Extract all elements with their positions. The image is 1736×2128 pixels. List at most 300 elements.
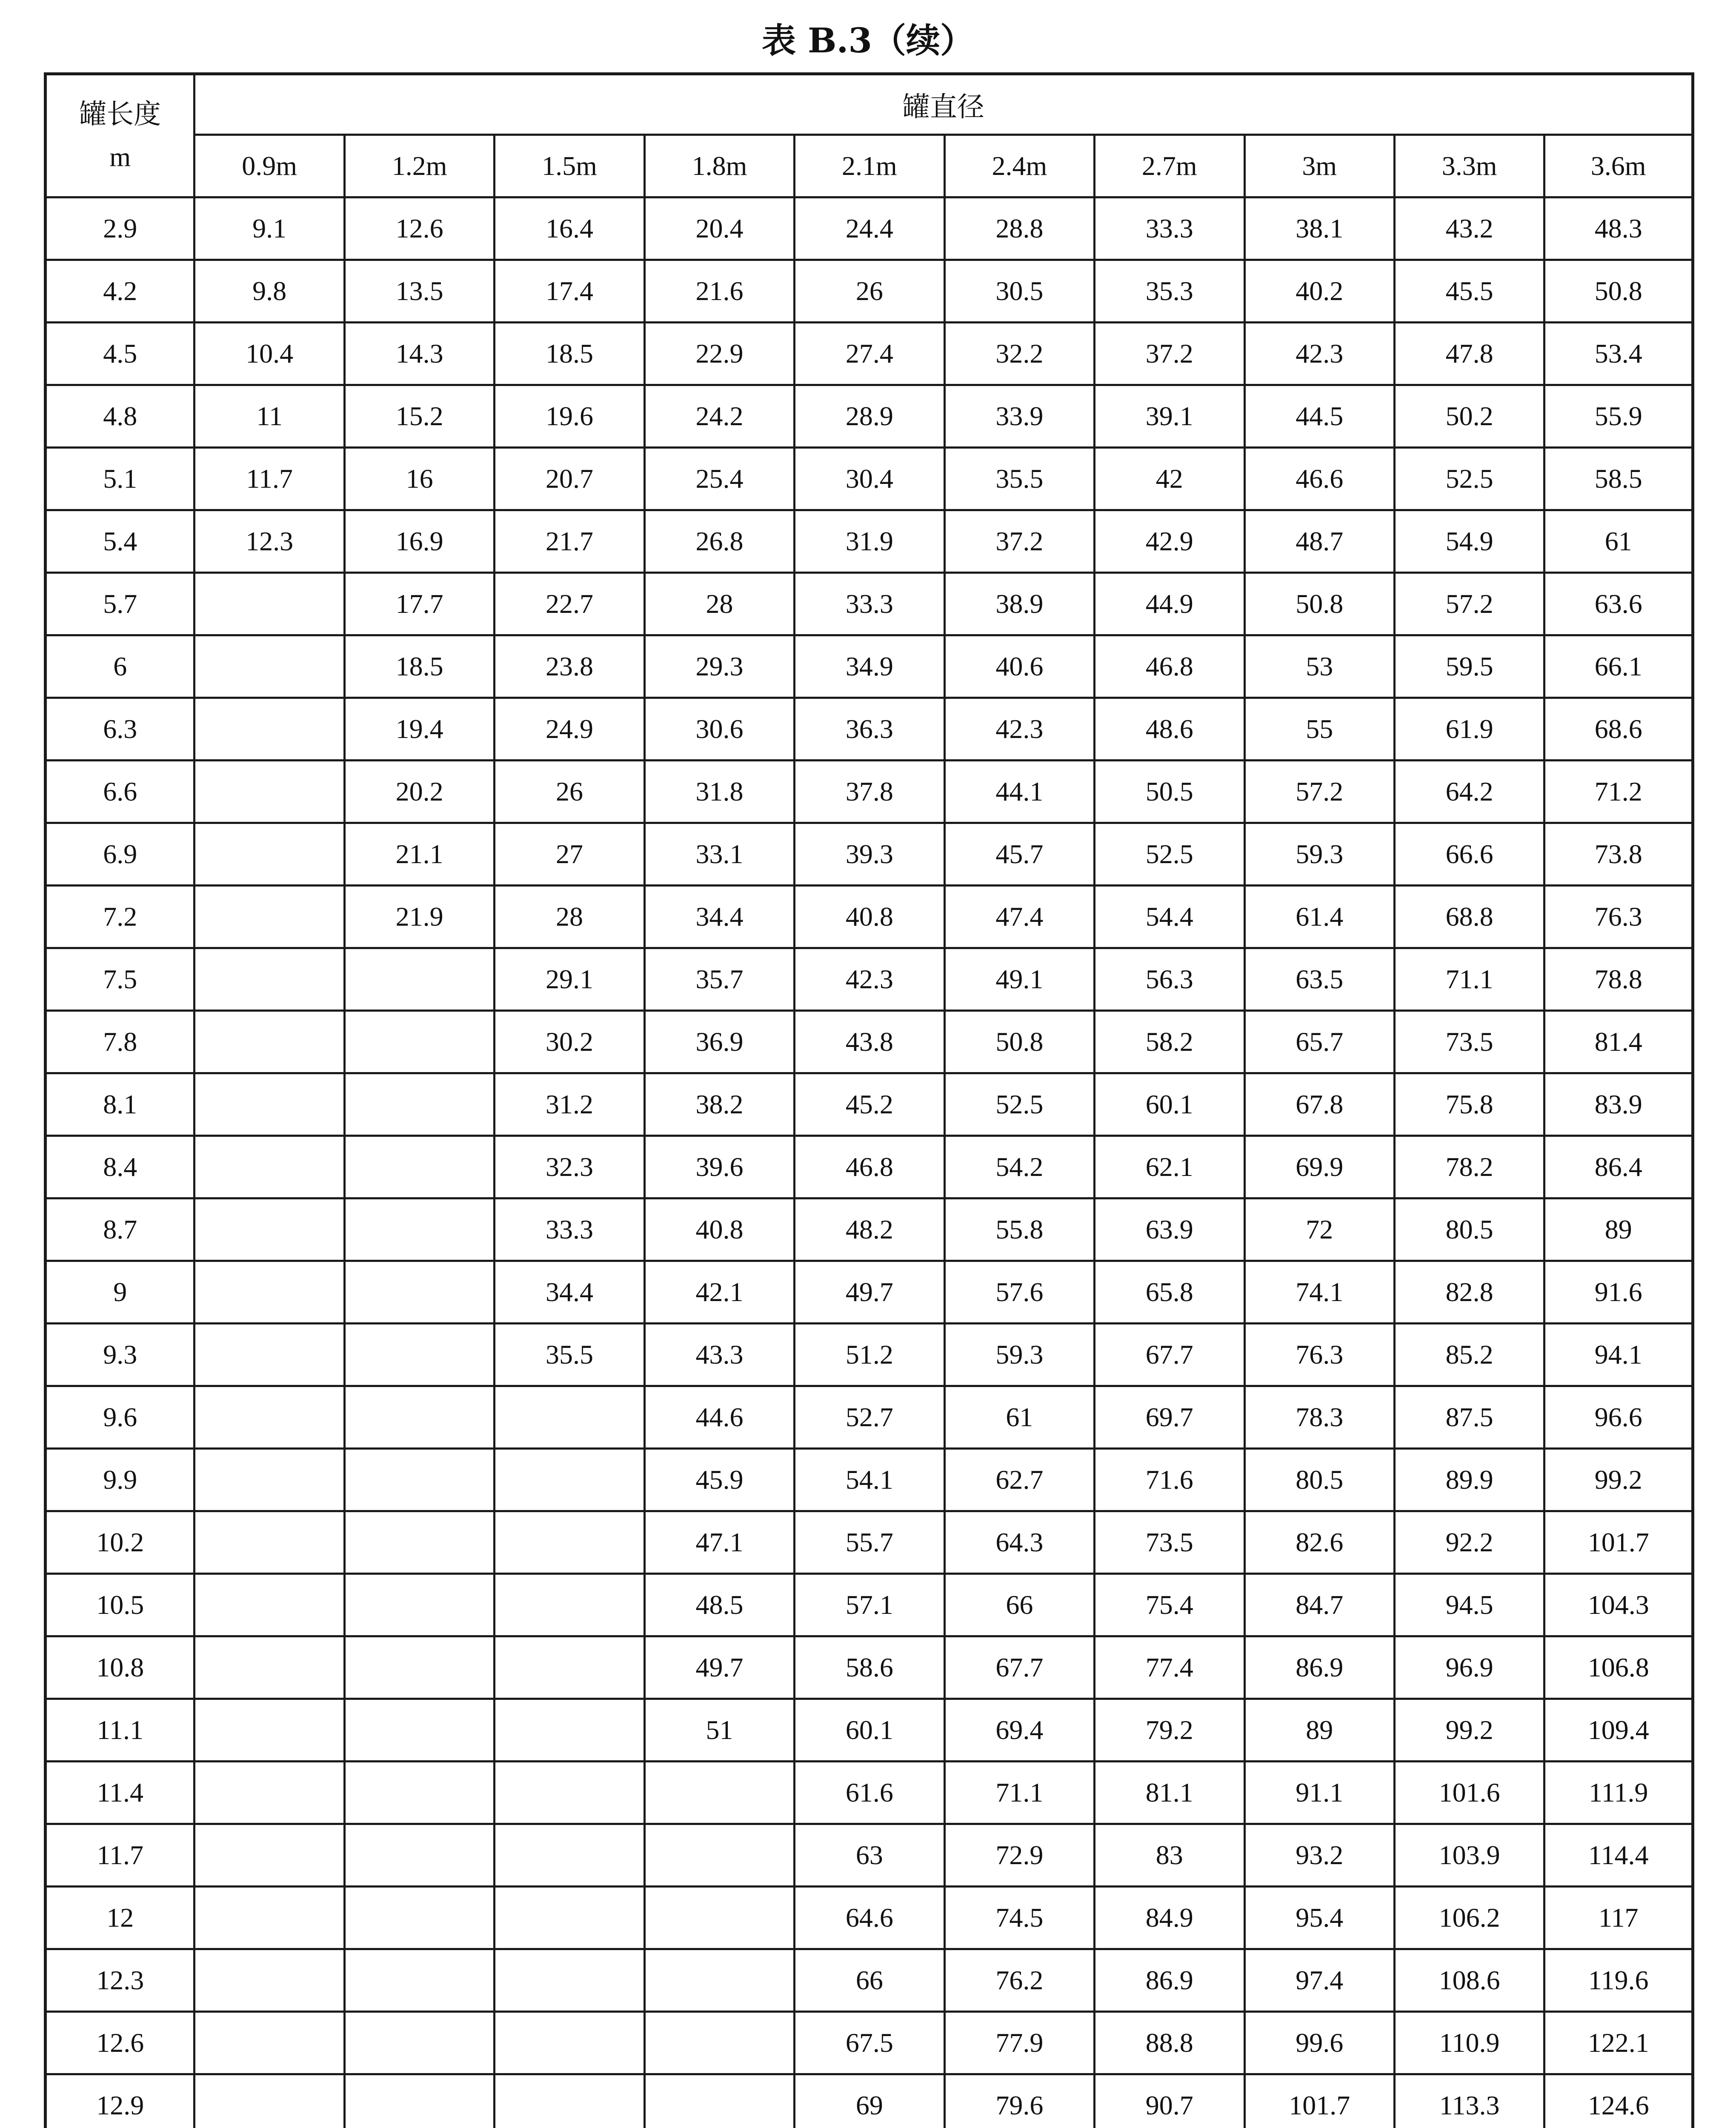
value-cell: 86.9 xyxy=(1244,1636,1394,1699)
value-cell: 81.4 xyxy=(1544,1011,1693,1073)
value-cell: 25.4 xyxy=(644,448,794,510)
table-row xyxy=(46,635,1693,698)
value-cell: 69.7 xyxy=(1095,1386,1244,1449)
value-cell: 66 xyxy=(944,1574,1094,1636)
value-cell: 72 xyxy=(1244,1198,1394,1261)
table-row xyxy=(46,823,1693,886)
length-cell: 8.7 xyxy=(46,1198,194,1261)
value-cell: 82.6 xyxy=(1244,1511,1394,1574)
value-cell: 108.6 xyxy=(1394,1949,1544,2012)
value-cell: 90.7 xyxy=(1095,2074,1244,2128)
table-row xyxy=(46,1386,1693,1449)
table-row xyxy=(46,698,1693,761)
value-cell: 76.2 xyxy=(944,1949,1094,2012)
value-cell: 24.9 xyxy=(495,698,644,761)
length-cell: 8.4 xyxy=(46,1136,194,1198)
value-cell: 27.4 xyxy=(795,323,944,385)
header-row-1 xyxy=(46,74,1693,135)
value-cell xyxy=(344,2074,494,2128)
value-cell: 85.2 xyxy=(1394,1324,1544,1386)
value-cell: 51 xyxy=(644,1699,794,1762)
value-cell: 67.7 xyxy=(944,1636,1094,1699)
value-cell: 101.7 xyxy=(1544,1511,1693,1574)
length-cell: 6.9 xyxy=(46,823,194,886)
value-cell: 106.2 xyxy=(1394,1887,1544,1949)
value-cell: 47.1 xyxy=(644,1511,794,1574)
value-cell: 27 xyxy=(495,823,644,886)
value-cell: 48.7 xyxy=(1244,510,1394,573)
value-cell: 44.6 xyxy=(644,1386,794,1449)
length-cell: 9.3 xyxy=(46,1324,194,1386)
value-cell: 37.8 xyxy=(795,761,944,823)
length-cell: 8.1 xyxy=(46,1073,194,1136)
value-cell: 71.1 xyxy=(944,1762,1094,1824)
value-cell: 83 xyxy=(1095,1824,1244,1887)
value-cell: 124.6 xyxy=(1544,2074,1693,2128)
value-cell: 68.6 xyxy=(1544,698,1693,761)
value-cell: 76.3 xyxy=(1544,886,1693,948)
value-cell: 16.9 xyxy=(344,510,494,573)
value-cell: 39.1 xyxy=(1095,385,1244,448)
length-cell: 10.5 xyxy=(46,1574,194,1636)
value-cell xyxy=(495,1386,644,1449)
value-cell: 43.8 xyxy=(795,1011,944,1073)
value-cell: 76.3 xyxy=(1244,1324,1394,1386)
value-cell: 80.5 xyxy=(1244,1449,1394,1511)
value-cell: 111.9 xyxy=(1544,1762,1693,1824)
value-cell: 89 xyxy=(1544,1198,1693,1261)
table-row xyxy=(46,2012,1693,2074)
value-cell: 54.4 xyxy=(1095,886,1244,948)
value-cell: 94.5 xyxy=(1394,1574,1544,1636)
value-cell xyxy=(344,1324,494,1386)
value-cell: 35.5 xyxy=(944,448,1094,510)
header-row-2 xyxy=(46,135,1693,197)
length-header-unit: m xyxy=(109,142,131,172)
value-cell: 81.1 xyxy=(1095,1762,1244,1824)
value-cell xyxy=(194,635,344,698)
value-cell: 40.6 xyxy=(944,635,1094,698)
diameter-header-cell: 3.3m xyxy=(1394,135,1544,197)
table-row xyxy=(46,1699,1693,1762)
value-cell: 54.9 xyxy=(1394,510,1544,573)
value-cell: 21.1 xyxy=(344,823,494,886)
value-cell: 93.2 xyxy=(1244,1824,1394,1887)
table-row xyxy=(46,1824,1693,1887)
value-cell: 65.8 xyxy=(1095,1261,1244,1324)
value-cell: 26 xyxy=(795,260,944,323)
value-cell: 95.4 xyxy=(1244,1887,1394,1949)
value-cell: 78.3 xyxy=(1244,1386,1394,1449)
value-cell: 14.3 xyxy=(344,323,494,385)
value-cell: 79.2 xyxy=(1095,1699,1244,1762)
value-cell xyxy=(194,1324,344,1386)
value-cell: 32.2 xyxy=(944,323,1094,385)
value-cell: 55.7 xyxy=(795,1511,944,1574)
table-row xyxy=(46,1073,1693,1136)
value-cell: 42.3 xyxy=(795,948,944,1011)
table-row xyxy=(46,948,1693,1011)
value-cell: 99.2 xyxy=(1394,1699,1544,1762)
value-cell xyxy=(344,1386,494,1449)
value-cell: 45.2 xyxy=(795,1073,944,1136)
table-row xyxy=(46,1136,1693,1198)
value-cell: 96.6 xyxy=(1544,1386,1693,1449)
value-cell: 31.2 xyxy=(495,1073,644,1136)
value-cell: 30.6 xyxy=(644,698,794,761)
value-cell: 58.2 xyxy=(1095,1011,1244,1073)
length-cell: 6.3 xyxy=(46,698,194,761)
value-cell: 84.7 xyxy=(1244,1574,1394,1636)
value-cell: 71.6 xyxy=(1095,1449,1244,1511)
value-cell: 11 xyxy=(194,385,344,448)
value-cell: 32.3 xyxy=(495,1136,644,1198)
value-cell xyxy=(495,1887,644,1949)
value-cell xyxy=(344,2012,494,2074)
value-cell: 63 xyxy=(795,1824,944,1887)
value-cell: 31.9 xyxy=(795,510,944,573)
value-cell xyxy=(194,1949,344,2012)
value-cell: 45.9 xyxy=(644,1449,794,1511)
value-cell: 24.2 xyxy=(644,385,794,448)
value-cell: 79.6 xyxy=(944,2074,1094,2128)
value-cell: 11.7 xyxy=(194,448,344,510)
value-cell: 52.5 xyxy=(944,1073,1094,1136)
tank-volume-table xyxy=(44,72,1694,2128)
value-cell xyxy=(344,1574,494,1636)
length-cell: 5.7 xyxy=(46,573,194,635)
table-body xyxy=(46,197,1693,2128)
table-row xyxy=(46,1762,1693,1824)
value-cell: 35.3 xyxy=(1095,260,1244,323)
value-cell: 22.7 xyxy=(495,573,644,635)
value-cell: 44.1 xyxy=(944,761,1094,823)
value-cell: 66.1 xyxy=(1544,635,1693,698)
value-cell: 59.3 xyxy=(1244,823,1394,886)
value-cell: 63.6 xyxy=(1544,573,1693,635)
value-cell: 24.4 xyxy=(795,197,944,260)
value-cell: 29.1 xyxy=(495,948,644,1011)
value-cell: 60.1 xyxy=(1095,1073,1244,1136)
value-cell: 80.5 xyxy=(1394,1198,1544,1261)
value-cell: 101.7 xyxy=(1244,2074,1394,2128)
value-cell: 30.5 xyxy=(944,260,1094,323)
length-cell: 5.1 xyxy=(46,448,194,510)
value-cell: 71.2 xyxy=(1544,761,1693,823)
value-cell: 77.9 xyxy=(944,2012,1094,2074)
value-cell: 44.5 xyxy=(1244,385,1394,448)
length-header-label: 罐长度 xyxy=(79,99,161,129)
value-cell: 52.7 xyxy=(795,1386,944,1449)
value-cell: 31.8 xyxy=(644,761,794,823)
value-cell: 54.2 xyxy=(944,1136,1094,1198)
value-cell: 114.4 xyxy=(1544,1824,1693,1887)
table-row xyxy=(46,1574,1693,1636)
value-cell xyxy=(644,1887,794,1949)
length-cell: 6 xyxy=(46,635,194,698)
value-cell: 109.4 xyxy=(1544,1699,1693,1762)
value-cell xyxy=(344,1887,494,1949)
value-cell: 59.5 xyxy=(1394,635,1544,698)
diameter-header-cell: 1.8m xyxy=(644,135,794,197)
value-cell: 104.3 xyxy=(1544,1574,1693,1636)
value-cell: 91.6 xyxy=(1544,1261,1693,1324)
value-cell: 49.7 xyxy=(644,1636,794,1699)
length-cell: 10.2 xyxy=(46,1511,194,1574)
length-cell: 4.2 xyxy=(46,260,194,323)
value-cell: 33.3 xyxy=(1095,197,1244,260)
value-cell: 33.3 xyxy=(795,573,944,635)
value-cell xyxy=(495,1949,644,2012)
table-row xyxy=(46,1949,1693,2012)
table-row xyxy=(46,1887,1693,1949)
value-cell xyxy=(194,1198,344,1261)
value-cell: 50.8 xyxy=(944,1011,1094,1073)
value-cell xyxy=(194,1511,344,1574)
value-cell: 9.1 xyxy=(194,197,344,260)
value-cell xyxy=(194,1449,344,1511)
value-cell xyxy=(344,1449,494,1511)
value-cell: 48.6 xyxy=(1095,698,1244,761)
value-cell xyxy=(644,2012,794,2074)
value-cell: 39.6 xyxy=(644,1136,794,1198)
length-cell: 11.1 xyxy=(46,1699,194,1762)
value-cell: 46.8 xyxy=(795,1136,944,1198)
table-row xyxy=(46,1449,1693,1511)
value-cell xyxy=(644,1949,794,2012)
value-cell xyxy=(495,1824,644,1887)
value-cell: 21.6 xyxy=(644,260,794,323)
table-row xyxy=(46,1511,1693,1574)
value-cell xyxy=(194,1636,344,1699)
value-cell xyxy=(344,1261,494,1324)
value-cell xyxy=(344,1198,494,1261)
value-cell: 20.4 xyxy=(644,197,794,260)
length-cell: 12.6 xyxy=(46,2012,194,2074)
length-cell: 7.8 xyxy=(46,1011,194,1073)
length-cell: 9.6 xyxy=(46,1386,194,1449)
table-container xyxy=(44,72,1694,2128)
value-cell: 86.9 xyxy=(1095,1949,1244,2012)
value-cell xyxy=(344,948,494,1011)
value-cell: 119.6 xyxy=(1544,1949,1693,2012)
value-cell: 21.7 xyxy=(495,510,644,573)
value-cell: 88.8 xyxy=(1095,2012,1244,2074)
value-cell: 42.9 xyxy=(1095,510,1244,573)
value-cell: 46.6 xyxy=(1244,448,1394,510)
value-cell: 78.2 xyxy=(1394,1136,1544,1198)
value-cell xyxy=(495,1699,644,1762)
value-cell: 35.5 xyxy=(495,1324,644,1386)
table-row xyxy=(46,1636,1693,1699)
value-cell: 28 xyxy=(644,573,794,635)
value-cell: 18.5 xyxy=(344,635,494,698)
value-cell: 97.4 xyxy=(1244,1949,1394,2012)
value-cell: 94.1 xyxy=(1544,1324,1693,1386)
value-cell: 30.4 xyxy=(795,448,944,510)
value-cell: 56.3 xyxy=(1095,948,1244,1011)
value-cell: 47.4 xyxy=(944,886,1094,948)
value-cell: 26.8 xyxy=(644,510,794,573)
value-cell: 101.6 xyxy=(1394,1762,1544,1824)
value-cell: 45.5 xyxy=(1394,260,1544,323)
value-cell: 61.9 xyxy=(1394,698,1544,761)
value-cell: 54.1 xyxy=(795,1449,944,1511)
value-cell: 78.8 xyxy=(1544,948,1693,1011)
value-cell: 52.5 xyxy=(1394,448,1544,510)
length-cell: 12.9 xyxy=(46,2074,194,2128)
value-cell xyxy=(644,2074,794,2128)
value-cell: 40.8 xyxy=(795,886,944,948)
value-cell: 82.8 xyxy=(1394,1261,1544,1324)
value-cell: 87.5 xyxy=(1394,1386,1544,1449)
value-cell xyxy=(644,1824,794,1887)
value-cell: 35.7 xyxy=(644,948,794,1011)
value-cell: 99.6 xyxy=(1244,2012,1394,2074)
length-cell: 12 xyxy=(46,1887,194,1949)
value-cell: 73.5 xyxy=(1095,1511,1244,1574)
value-cell: 45.7 xyxy=(944,823,1094,886)
value-cell: 46.8 xyxy=(1095,635,1244,698)
length-cell: 7.2 xyxy=(46,886,194,948)
length-cell: 4.8 xyxy=(46,385,194,448)
value-cell: 39.3 xyxy=(795,823,944,886)
length-header xyxy=(46,74,194,197)
value-cell: 71.1 xyxy=(1394,948,1544,1011)
value-cell xyxy=(344,1636,494,1699)
diameter-header-cell: 1.5m xyxy=(495,135,644,197)
length-cell: 10.8 xyxy=(46,1636,194,1699)
value-cell: 86.4 xyxy=(1544,1136,1693,1198)
value-cell: 48.3 xyxy=(1544,197,1693,260)
value-cell: 21.9 xyxy=(344,886,494,948)
length-cell: 7.5 xyxy=(46,948,194,1011)
value-cell xyxy=(495,1511,644,1574)
value-cell: 64.2 xyxy=(1394,761,1544,823)
value-cell: 55.9 xyxy=(1544,385,1693,448)
diameter-header-cell: 3.6m xyxy=(1544,135,1693,197)
length-cell: 11.4 xyxy=(46,1762,194,1824)
value-cell: 42.1 xyxy=(644,1261,794,1324)
table-row xyxy=(46,197,1693,260)
value-cell: 75.8 xyxy=(1394,1073,1544,1136)
value-cell: 59.3 xyxy=(944,1324,1094,1386)
value-cell xyxy=(194,2074,344,2128)
value-cell: 61.6 xyxy=(795,1762,944,1824)
value-cell xyxy=(344,1762,494,1824)
value-cell: 91.1 xyxy=(1244,1762,1394,1824)
value-cell: 15.2 xyxy=(344,385,494,448)
value-cell xyxy=(194,1762,344,1824)
value-cell: 33.1 xyxy=(644,823,794,886)
value-cell: 61.4 xyxy=(1244,886,1394,948)
length-cell: 2.9 xyxy=(46,197,194,260)
value-cell: 20.2 xyxy=(344,761,494,823)
value-cell: 96.9 xyxy=(1394,1636,1544,1699)
value-cell: 63.5 xyxy=(1244,948,1394,1011)
value-cell: 103.9 xyxy=(1394,1824,1544,1887)
diameter-header-cell: 2.7m xyxy=(1095,135,1244,197)
length-cell: 11.7 xyxy=(46,1824,194,1887)
value-cell: 48.2 xyxy=(795,1198,944,1261)
table-row xyxy=(46,448,1693,510)
value-cell: 37.2 xyxy=(1095,323,1244,385)
value-cell: 20.7 xyxy=(495,448,644,510)
value-cell: 50.2 xyxy=(1394,385,1544,448)
value-cell: 23.8 xyxy=(495,635,644,698)
value-cell xyxy=(194,1073,344,1136)
value-cell xyxy=(644,1762,794,1824)
diameter-header-cell: 2.1m xyxy=(795,135,944,197)
table-row xyxy=(46,1011,1693,1073)
value-cell: 47.8 xyxy=(1394,323,1544,385)
value-cell: 28 xyxy=(495,886,644,948)
value-cell xyxy=(194,761,344,823)
value-cell: 22.9 xyxy=(644,323,794,385)
value-cell: 19.4 xyxy=(344,698,494,761)
value-cell: 84.9 xyxy=(1095,1887,1244,1949)
value-cell: 122.1 xyxy=(1544,2012,1693,2074)
table-row xyxy=(46,761,1693,823)
value-cell: 50.8 xyxy=(1544,260,1693,323)
value-cell: 52.5 xyxy=(1095,823,1244,886)
value-cell xyxy=(495,2074,644,2128)
table-row xyxy=(46,2074,1693,2128)
value-cell: 67.7 xyxy=(1095,1324,1244,1386)
value-cell xyxy=(495,1574,644,1636)
value-cell: 29.3 xyxy=(644,635,794,698)
value-cell xyxy=(194,2012,344,2074)
value-cell: 51.2 xyxy=(795,1324,944,1386)
value-cell: 12.3 xyxy=(194,510,344,573)
length-cell: 6.6 xyxy=(46,761,194,823)
value-cell: 10.4 xyxy=(194,323,344,385)
value-cell: 74.1 xyxy=(1244,1261,1394,1324)
value-cell: 75.4 xyxy=(1095,1574,1244,1636)
length-cell: 12.3 xyxy=(46,1949,194,2012)
value-cell: 69.4 xyxy=(944,1699,1094,1762)
value-cell: 50.5 xyxy=(1095,761,1244,823)
value-cell: 37.2 xyxy=(944,510,1094,573)
value-cell: 61 xyxy=(1544,510,1693,573)
value-cell: 106.8 xyxy=(1544,1636,1693,1699)
value-cell: 28.8 xyxy=(944,197,1094,260)
value-cell: 58.5 xyxy=(1544,448,1693,510)
value-cell: 38.1 xyxy=(1244,197,1394,260)
value-cell: 43.3 xyxy=(644,1324,794,1386)
value-cell xyxy=(344,1824,494,1887)
value-cell: 33.9 xyxy=(944,385,1094,448)
value-cell: 89.9 xyxy=(1394,1449,1544,1511)
value-cell: 34.9 xyxy=(795,635,944,698)
value-cell: 57.2 xyxy=(1394,573,1544,635)
value-cell: 18.5 xyxy=(495,323,644,385)
value-cell: 66.6 xyxy=(1394,823,1544,886)
diameter-header-cell: 3m xyxy=(1244,135,1394,197)
value-cell: 77.4 xyxy=(1095,1636,1244,1699)
length-cell: 9 xyxy=(46,1261,194,1324)
table-row xyxy=(46,1198,1693,1261)
value-cell: 73.8 xyxy=(1544,823,1693,886)
length-cell: 4.5 xyxy=(46,323,194,385)
table-row xyxy=(46,323,1693,385)
value-cell: 30.2 xyxy=(495,1011,644,1073)
value-cell xyxy=(344,1136,494,1198)
value-cell: 57.6 xyxy=(944,1261,1094,1324)
value-cell: 49.7 xyxy=(795,1261,944,1324)
value-cell: 69.9 xyxy=(1244,1136,1394,1198)
value-cell xyxy=(495,1762,644,1824)
